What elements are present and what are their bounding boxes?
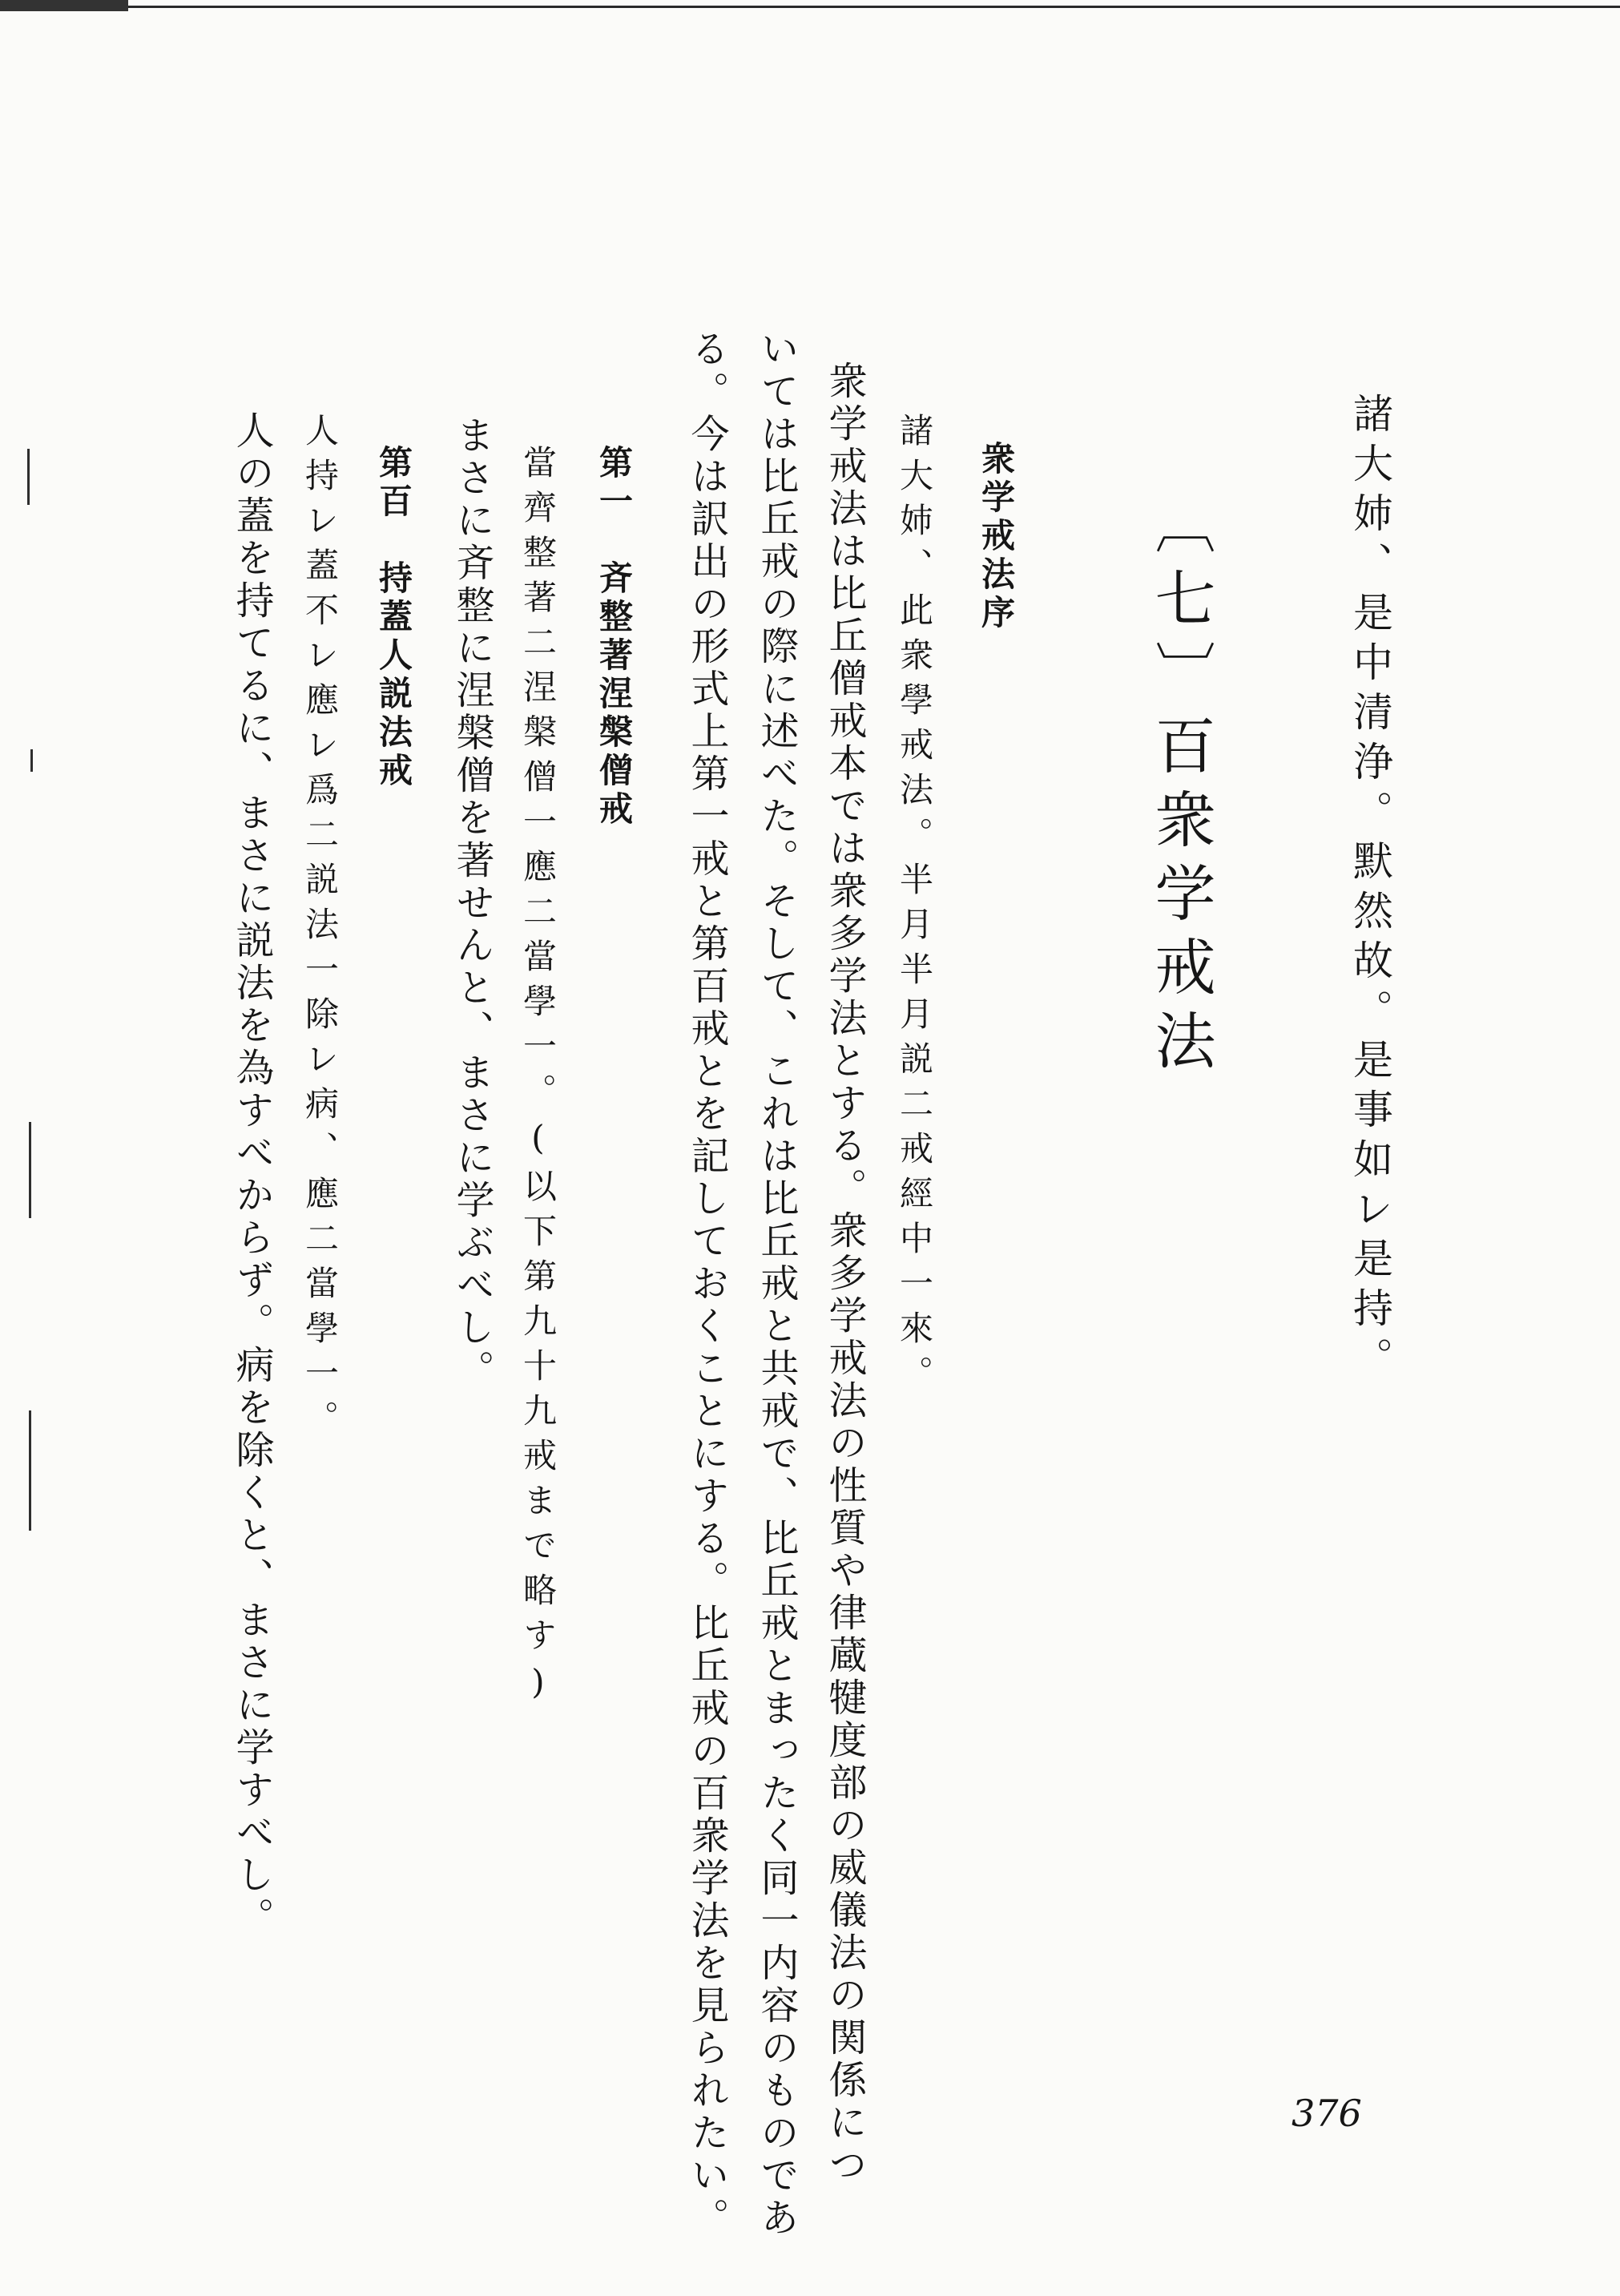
intro-line-3: る。今は訳出の形式上第一戒と第百戒とを記しておくことにする。比丘戒の百衆学法を見られたい。 <box>684 329 729 2240</box>
rule-100-classical-text: 人持レ蓋不レ應レ爲二説法一除レ病、應二當學一。 <box>300 413 340 1445</box>
scan-artifact <box>29 1122 31 1218</box>
preface-classical-text: 諸大姉、此衆學戒法。半月半月説二戒經中一來。 <box>895 413 934 1400</box>
preface-heading: 衆学戒法序 <box>977 441 1016 633</box>
intro-line-1: 衆学戒法は比丘僧戒本では衆多学法とする。衆多学戒法の性質や律蔵犍度部の威儀法の関係につ <box>822 361 867 2187</box>
rule-100-heading: 第百 持蓋人説法戒 <box>374 445 413 791</box>
rule-1-translation: まさに斉整に涅槃僧を著せんと、まさに学ぶべし。 <box>449 415 494 1392</box>
page-top-edge-mark <box>0 0 128 11</box>
scan-artifact <box>27 449 30 505</box>
rule-1-classical-text: 當齊整著二涅槃僧一應二當學一。(以下第九十九戒まで略す) <box>518 445 558 1713</box>
rule-1-heading: 第一 斉整著涅槃僧戒 <box>594 445 634 829</box>
page-number: 376 <box>1292 2092 1362 2135</box>
page-top-edge <box>0 0 1620 8</box>
rule-100-translation: 人の蓋を持てるに、まさに説法を為すべからず。病を除くと、まさに学すべし。 <box>229 410 274 1939</box>
scan-artifact <box>30 749 33 772</box>
scan-artifact <box>29 1410 31 1531</box>
quote-line: 諸大姉、是中清浄。默然故。是事如レ是持。 <box>1347 393 1393 1386</box>
chapter-title: 〔七〕百衆学戒法 <box>1145 493 1216 1083</box>
intro-line-2: いては比丘戒の際に述べた。そして、これは比丘戒と共戒で、比丘戒とまったく同一内容のものであ <box>754 329 799 2240</box>
